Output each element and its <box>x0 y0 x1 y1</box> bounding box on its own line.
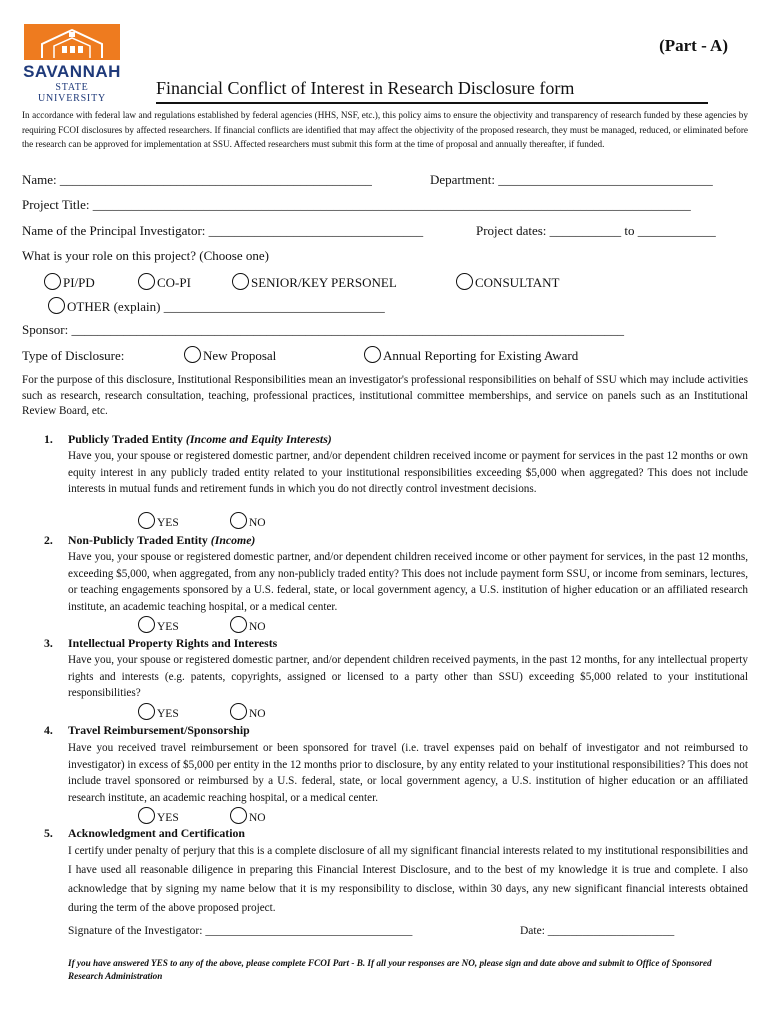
radio-circle-icon[interactable] <box>230 616 247 633</box>
radio-circle-icon[interactable] <box>138 807 155 824</box>
radio-circle-icon[interactable] <box>456 273 473 290</box>
definition-paragraph: For the purpose of this disclosure, Institutional Responsibilities mean an investigator's professional responsibilities on behalf of SSU which may include activities such as research, research consultation, teaching, professional practices, institutional committee memberships, and service on panels such as an Institutional Review Board, etc. <box>22 374 748 417</box>
sponsor-field[interactable]: Sponsor: _____________________________________________________________________________________ <box>22 322 624 337</box>
question-title <box>68 432 332 447</box>
role-option-copi[interactable] <box>138 273 191 291</box>
question-title-italic: (Income and Equity Interests) <box>185 432 332 446</box>
radio-circle-icon[interactable] <box>44 273 61 290</box>
question-title <box>68 636 277 651</box>
pi-name-field[interactable]: Name of the Principal Investigator: _________________________________ <box>22 223 424 238</box>
no-label: NO <box>249 708 266 720</box>
no-option[interactable] <box>230 512 266 529</box>
disclosure-new-proposal[interactable] <box>184 346 276 364</box>
no-label: NO <box>249 812 266 824</box>
question-number: 3. <box>44 636 53 650</box>
question-body: Have you, your spouse or registered domestic partner, and/or dependent children received payments, in the past 12 months, for any intellectual property rights and interests (e.g. patents, copyrights, assigned or licensed to a party other than SSU) exceeding $5,000 related to your institutional responsibilities? <box>68 654 748 699</box>
project-dates-field[interactable]: Project dates: ___________ to ____________ <box>476 223 716 238</box>
question-title-text: Acknowledgment and Certification <box>68 826 245 840</box>
disclosure-label: New Proposal <box>203 348 277 363</box>
question-title-text: Travel Reimbursement/Sponsorship <box>68 723 250 737</box>
radio-circle-icon[interactable] <box>230 703 247 720</box>
role-question: What is your role on this project? (Choose one) <box>22 248 269 263</box>
question-number: 4. <box>44 723 53 737</box>
no-label: NO <box>249 621 266 633</box>
question-title-italic: (Income) <box>210 533 256 547</box>
question-body: Have you received travel reimbursement or been sponsored for travel (i.e. travel expenses paid on behalf of investigator and not reimbursed to investigator) in excess of $5,000 per entity in the 12 months prior to disclosure, by any entity related to your institutional responsibilities? This does not include travel sponsored or reimbursed by a U.S. federal, state, or local government agency, a U.S. institution of higher education or an affiliated research institute, an academic reaching hospital, or a medical center. <box>68 742 748 804</box>
role-option-pipd[interactable] <box>44 273 95 291</box>
radio-circle-icon[interactable] <box>232 273 249 290</box>
part-label: (Part - A) <box>659 36 728 55</box>
no-option[interactable] <box>230 807 266 824</box>
yes-option[interactable] <box>138 703 179 720</box>
yes-label: YES <box>157 621 179 633</box>
role-option-consultant[interactable] <box>456 273 559 291</box>
yes-label: YES <box>157 517 179 529</box>
role-label: CO-PI <box>157 275 191 290</box>
disclosure-annual[interactable] <box>364 346 578 364</box>
radio-circle-icon[interactable] <box>138 703 155 720</box>
project-title-field[interactable]: Project Title: ____________________________________________________________________________________________ <box>22 197 691 212</box>
yes-label: YES <box>157 708 179 720</box>
question-number: 5. <box>44 826 53 840</box>
yes-label: YES <box>157 812 179 824</box>
radio-circle-icon[interactable] <box>48 297 65 314</box>
yes-option[interactable] <box>138 512 179 529</box>
yes-option[interactable] <box>138 616 179 633</box>
question-title-text: Publicly Traded Entity <box>68 432 186 446</box>
intro-paragraph: In accordance with federal law and regulations established by federal agencies (HHS, NSF, etc.), this policy aims to ensure the objectivity and transparency of research funded by these agencies by requiring FCOI disclosures by affected researchers. If financial conflicts are identified that may affect the objectivity of the proposed research, they must be managed, reduced, or eliminated before the research can be approved for implementation at SSU. Affected researchers must submit this form at the time of proposal and annually thereafter, if funded. <box>22 110 748 149</box>
radio-circle-icon[interactable] <box>230 512 247 529</box>
radio-circle-icon[interactable] <box>230 807 247 824</box>
logo-line1: SAVANNAH <box>23 62 121 81</box>
title-divider <box>156 102 708 104</box>
question-body: Have you, your spouse or registered domestic partner, and/or dependent children received income or other payment for services, in the past 12 months, exceeding $5,000, when aggregated, from any non-publicly traded entity? This does not include payment form SSU, or income from seminars, lectures, or teaching engagements sponsored by a U.S. federal, state, or local government agency, a U.S. institution of higher education or an affiliated research institute, an academic teaching hospital, or a medical center. <box>68 551 748 613</box>
question-body: Have you, your spouse or registered domestic partner, and/or dependent children received income or payment for services in the past 12 months or own equity interest in any publicly traded entity related to your institutional responsibilities exceeding $5,000 when aggregated? This does not include interests in mutual funds and retirement funds in which you do not directly control investment decisions. <box>68 450 748 495</box>
role-label: OTHER (explain) __________________________________ <box>67 299 385 314</box>
name-field[interactable]: Name: ________________________________________________ <box>22 172 372 187</box>
disclosure-label: Annual Reporting for Existing Award <box>383 348 579 363</box>
question-number: 2. <box>44 533 53 547</box>
radio-circle-icon[interactable] <box>138 616 155 633</box>
building-icon <box>24 24 120 60</box>
question-body: I certify under penalty of perjury that this is a complete disclosure of all my significant financial interests related to my institutional responsibilities and I have used all reasonable diligence in preparing this Financial Interest Disclosure, and to the best of my knowledge it is true and complete. I also acknowledge that by signing my name below that it is my responsibility to disclose, within 30 days, any new significant financial interests obtained during the term of the above proposed project. <box>68 845 748 914</box>
footer-note: If you have answered YES to any of the above, please complete FCOI Part - B. If all your responses are NO, please sign and date above and submit to Office of Sponsored Research Administration <box>68 958 712 981</box>
logo-line2: STATE UNIVERSITY <box>38 82 106 104</box>
radio-circle-icon[interactable] <box>138 512 155 529</box>
form-title: Financial Conflict of Interest in Research Disclosure form <box>156 78 575 98</box>
date-field[interactable]: Date: ______________________ <box>520 925 675 937</box>
role-option-other[interactable] <box>48 297 385 315</box>
role-option-senior[interactable] <box>232 273 397 291</box>
university-logo <box>22 24 122 104</box>
no-option[interactable] <box>230 616 266 633</box>
radio-circle-icon[interactable] <box>184 346 201 363</box>
department-field[interactable]: Department: _________________________________ <box>430 172 713 187</box>
role-label: PI/PD <box>63 275 95 290</box>
role-label: SENIOR/KEY PERSONEL <box>251 275 397 290</box>
question-title <box>68 723 250 738</box>
question-title-text: Non-Publicly Traded Entity <box>68 533 211 547</box>
yes-option[interactable] <box>138 807 179 824</box>
role-label: CONSULTANT <box>475 275 560 290</box>
question-title <box>68 533 255 548</box>
signature-field[interactable]: Signature of the Investigator: ____________________________________ <box>68 925 413 937</box>
question-title-text: Intellectual Property Rights and Interests <box>68 636 278 650</box>
no-label: NO <box>249 517 266 529</box>
disclosure-type-label: Type of Disclosure: <box>22 348 125 363</box>
radio-circle-icon[interactable] <box>364 346 381 363</box>
question-title <box>68 826 245 841</box>
question-number: 1. <box>44 432 53 446</box>
no-option[interactable] <box>230 703 266 720</box>
radio-circle-icon[interactable] <box>138 273 155 290</box>
